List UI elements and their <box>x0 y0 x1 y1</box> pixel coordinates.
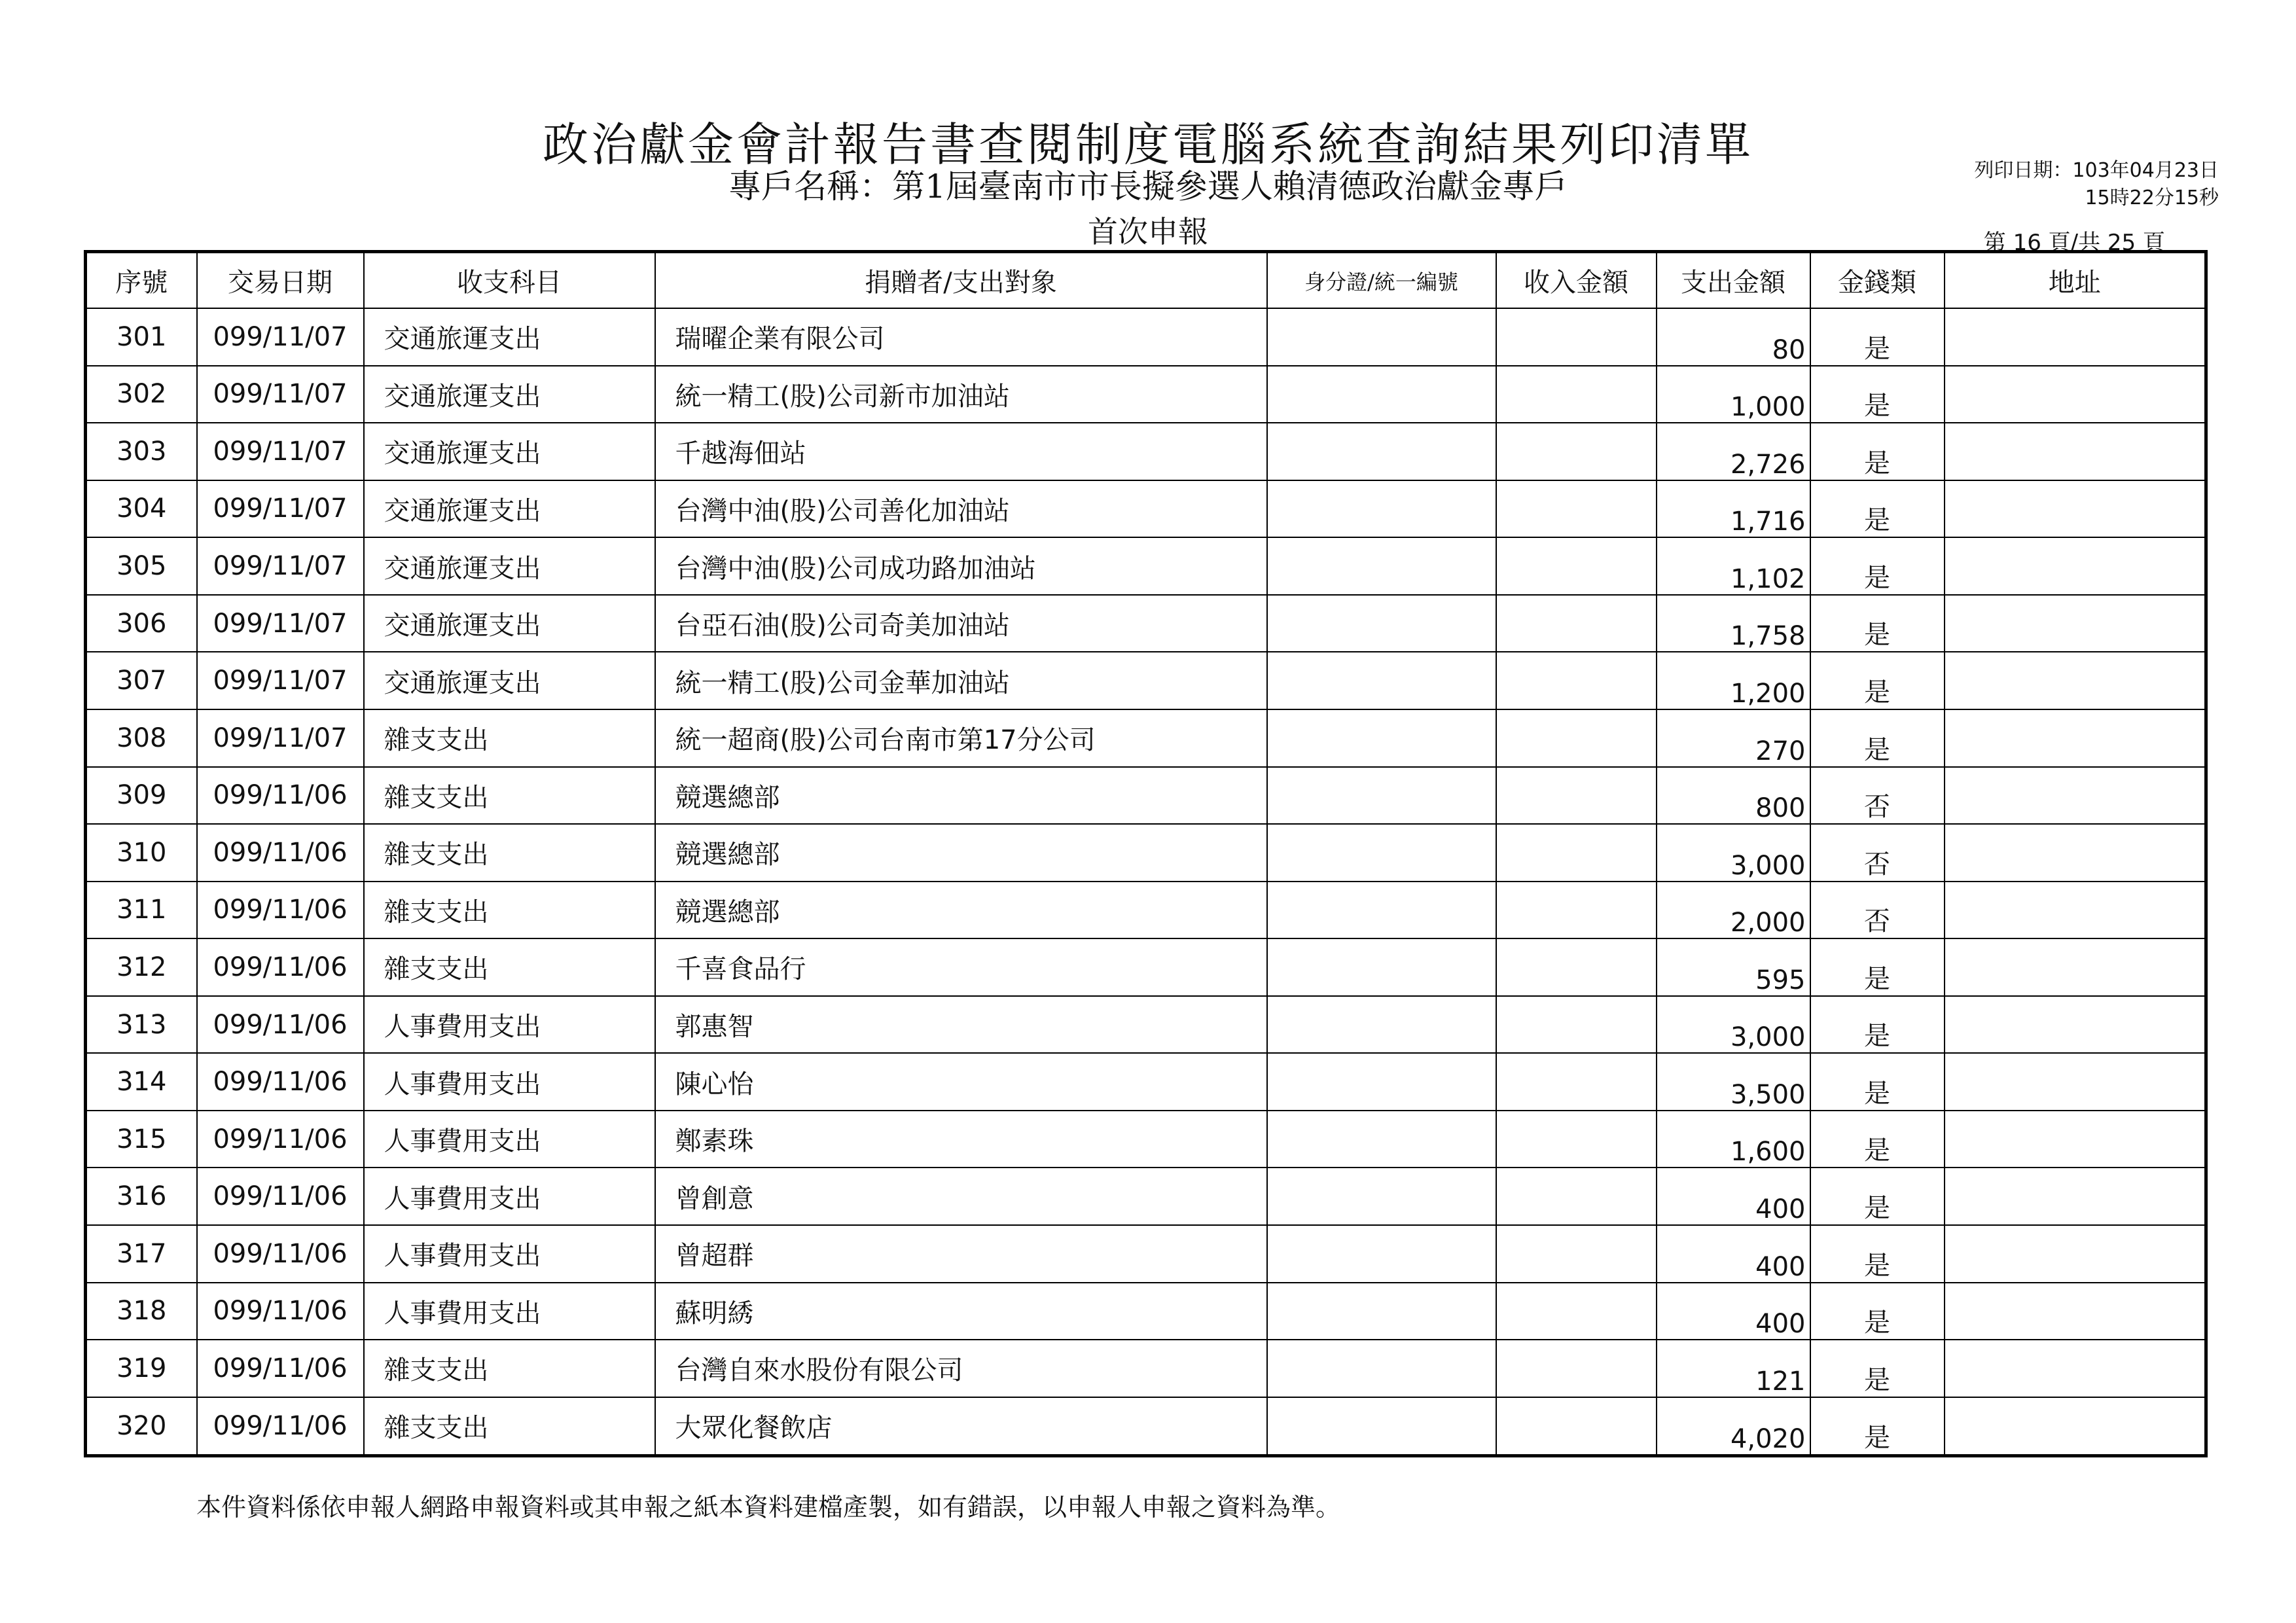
table-row <box>86 423 2206 480</box>
row-no: 304 <box>86 480 197 538</box>
row-money-type: 是 <box>1810 1168 1945 1225</box>
row-id <box>1267 1168 1496 1225</box>
row-date: 099/11/06 <box>197 1168 364 1225</box>
row-address <box>1945 1397 2206 1456</box>
page-info: 第 16 頁/共 25 頁 <box>1983 230 2165 256</box>
row-no: 309 <box>86 767 197 825</box>
row-expense: 1,200 <box>1657 652 1810 709</box>
row-income <box>1496 767 1657 825</box>
row-category: 雜支支出 <box>364 882 655 939</box>
row-category: 交通旅運支出 <box>364 308 655 366</box>
row-id <box>1267 1340 1496 1397</box>
row-date: 099/11/06 <box>197 1111 364 1168</box>
row-income <box>1496 824 1657 882</box>
table-row <box>86 537 2206 595</box>
row-money-type: 是 <box>1810 537 1945 595</box>
row-date: 099/11/07 <box>197 423 364 480</box>
row-expense: 121 <box>1657 1340 1810 1397</box>
row-income <box>1496 652 1657 709</box>
row-category: 人事費用支出 <box>364 1053 655 1111</box>
row-id <box>1267 1283 1496 1340</box>
row-money-type: 是 <box>1810 652 1945 709</box>
row-expense: 1,758 <box>1657 595 1810 652</box>
row-party: 統一超商(股)公司台南市第17分公司 <box>655 709 1267 767</box>
print-date: 列印日期：103年04月23日 <box>1974 159 2219 182</box>
row-date: 099/11/07 <box>197 595 364 652</box>
row-party: 曾創意 <box>655 1168 1267 1225</box>
row-expense: 400 <box>1657 1283 1810 1340</box>
row-money-type: 是 <box>1810 1225 1945 1283</box>
row-date: 099/11/06 <box>197 882 364 939</box>
header-address: 地址 <box>1945 252 2206 309</box>
row-expense: 2,000 <box>1657 882 1810 939</box>
row-income <box>1496 480 1657 538</box>
header-category: 收支科目 <box>364 252 655 309</box>
row-category: 人事費用支出 <box>364 996 655 1054</box>
row-no: 320 <box>86 1397 197 1456</box>
table-row <box>86 709 2206 767</box>
row-category: 雜支支出 <box>364 1397 655 1456</box>
row-party: 台灣中油(股)公司善化加油站 <box>655 480 1267 538</box>
row-address <box>1945 1053 2206 1111</box>
row-no: 319 <box>86 1340 197 1397</box>
row-id <box>1267 1111 1496 1168</box>
account-name: 專戶名稱：第1屆臺南市市長擬參選人賴清德政治獻金專戶 <box>728 168 1568 205</box>
row-address <box>1945 423 2206 480</box>
row-no: 315 <box>86 1111 197 1168</box>
row-date: 099/11/06 <box>197 1397 364 1456</box>
row-money-type: 是 <box>1810 423 1945 480</box>
row-party: 競選總部 <box>655 767 1267 825</box>
row-date: 099/11/07 <box>197 366 364 423</box>
row-id <box>1267 1225 1496 1283</box>
row-expense: 400 <box>1657 1225 1810 1283</box>
row-income <box>1496 595 1657 652</box>
row-party: 蘇明綉 <box>655 1283 1267 1340</box>
row-date: 099/11/06 <box>197 938 364 996</box>
row-income <box>1496 1283 1657 1340</box>
row-no: 314 <box>86 1053 197 1111</box>
row-address <box>1945 1168 2206 1225</box>
row-category: 雜支支出 <box>364 1340 655 1397</box>
row-date: 099/11/06 <box>197 1225 364 1283</box>
row-party: 陳心怡 <box>655 1053 1267 1111</box>
row-money-type: 否 <box>1810 882 1945 939</box>
table-row <box>86 652 2206 709</box>
row-expense: 3,000 <box>1657 996 1810 1054</box>
row-date: 099/11/06 <box>197 1283 364 1340</box>
header-money-type: 金錢類 <box>1810 252 1945 309</box>
table-row <box>86 938 2206 996</box>
row-income <box>1496 1340 1657 1397</box>
row-money-type: 是 <box>1810 480 1945 538</box>
table-row <box>86 308 2206 366</box>
row-party: 台亞石油(股)公司奇美加油站 <box>655 595 1267 652</box>
row-id <box>1267 308 1496 366</box>
row-category: 人事費用支出 <box>364 1225 655 1283</box>
row-expense: 2,726 <box>1657 423 1810 480</box>
table-row <box>86 1340 2206 1397</box>
row-no: 318 <box>86 1283 197 1340</box>
row-category: 人事費用支出 <box>364 1168 655 1225</box>
row-category: 人事費用支出 <box>364 1283 655 1340</box>
row-date: 099/11/07 <box>197 709 364 767</box>
row-date: 099/11/07 <box>197 537 364 595</box>
table-row <box>86 1283 2206 1340</box>
row-category: 雜支支出 <box>364 938 655 996</box>
row-category: 人事費用支出 <box>364 1111 655 1168</box>
row-address <box>1945 938 2206 996</box>
row-no: 317 <box>86 1225 197 1283</box>
header-id: 身分證/統一編號 <box>1267 252 1496 309</box>
row-category: 雜支支出 <box>364 709 655 767</box>
row-money-type: 是 <box>1810 1340 1945 1397</box>
row-expense: 800 <box>1657 767 1810 825</box>
row-money-type: 否 <box>1810 767 1945 825</box>
row-date: 099/11/06 <box>197 996 364 1054</box>
header-party: 捐贈者/支出對象 <box>655 252 1267 309</box>
row-category: 交通旅運支出 <box>364 423 655 480</box>
row-no: 305 <box>86 537 197 595</box>
row-date: 099/11/07 <box>197 652 364 709</box>
row-no: 312 <box>86 938 197 996</box>
row-party: 台灣中油(股)公司成功路加油站 <box>655 537 1267 595</box>
row-party: 郭惠智 <box>655 996 1267 1054</box>
header-no: 序號 <box>86 252 197 309</box>
row-address <box>1945 1340 2206 1397</box>
row-no: 308 <box>86 709 197 767</box>
row-money-type: 是 <box>1810 1283 1945 1340</box>
row-income <box>1496 423 1657 480</box>
row-party: 鄭素珠 <box>655 1111 1267 1168</box>
report-type: 首次申報 <box>1088 214 1208 249</box>
table-row <box>86 767 2206 825</box>
row-no: 306 <box>86 595 197 652</box>
row-money-type: 是 <box>1810 1111 1945 1168</box>
table-row <box>86 595 2206 652</box>
row-income <box>1496 1053 1657 1111</box>
row-income <box>1496 308 1657 366</box>
row-category: 交通旅運支出 <box>364 595 655 652</box>
header-date: 交易日期 <box>197 252 364 309</box>
row-address <box>1945 595 2206 652</box>
row-income <box>1496 1111 1657 1168</box>
row-id <box>1267 652 1496 709</box>
row-address <box>1945 709 2206 767</box>
row-category: 交通旅運支出 <box>364 480 655 538</box>
header-income: 收入金額 <box>1496 252 1657 309</box>
row-party: 競選總部 <box>655 882 1267 939</box>
footer-note: 本件資料係依申報人網路申報資料或其申報之紙本資料建檔產製，如有錯誤，以申報人申報之資料為準。 <box>196 1493 1341 1522</box>
row-expense: 400 <box>1657 1168 1810 1225</box>
row-income <box>1496 882 1657 939</box>
row-party: 競選總部 <box>655 824 1267 882</box>
row-expense: 1,600 <box>1657 1111 1810 1168</box>
table-row <box>86 824 2206 882</box>
document-title: 政治獻金會計報告書查閱制度電腦系統查詢結果列印清單 <box>543 118 1753 171</box>
row-id <box>1267 1397 1496 1456</box>
row-party: 曾超群 <box>655 1225 1267 1283</box>
row-no: 313 <box>86 996 197 1054</box>
row-party: 大眾化餐飲店 <box>655 1397 1267 1456</box>
row-date: 099/11/07 <box>197 308 364 366</box>
row-category: 雜支支出 <box>364 824 655 882</box>
row-party: 千喜食品行 <box>655 938 1267 996</box>
row-expense: 270 <box>1657 709 1810 767</box>
row-address <box>1945 996 2206 1054</box>
row-address <box>1945 767 2206 825</box>
transaction-table <box>84 250 2208 1457</box>
row-address <box>1945 1111 2206 1168</box>
row-expense: 595 <box>1657 938 1810 996</box>
row-money-type: 是 <box>1810 938 1945 996</box>
row-address <box>1945 366 2206 423</box>
row-expense: 1,716 <box>1657 480 1810 538</box>
row-no: 310 <box>86 824 197 882</box>
row-address <box>1945 882 2206 939</box>
table-row <box>86 1053 2206 1111</box>
table-header-row <box>86 252 2206 309</box>
row-income <box>1496 709 1657 767</box>
row-party: 千越海佃站 <box>655 423 1267 480</box>
print-time: 15時22分15秒 <box>2085 187 2219 209</box>
row-income <box>1496 1168 1657 1225</box>
row-no: 301 <box>86 308 197 366</box>
row-income <box>1496 996 1657 1054</box>
row-money-type: 是 <box>1810 996 1945 1054</box>
row-expense: 3,500 <box>1657 1053 1810 1111</box>
row-date: 099/11/06 <box>197 1053 364 1111</box>
row-address <box>1945 1225 2206 1283</box>
row-money-type: 是 <box>1810 1397 1945 1456</box>
row-party: 台灣自來水股份有限公司 <box>655 1340 1267 1397</box>
row-address <box>1945 537 2206 595</box>
table-row <box>86 1225 2206 1283</box>
row-id <box>1267 595 1496 652</box>
row-date: 099/11/06 <box>197 767 364 825</box>
row-money-type: 是 <box>1810 1053 1945 1111</box>
row-party: 瑞曜企業有限公司 <box>655 308 1267 366</box>
row-income <box>1496 366 1657 423</box>
row-id <box>1267 423 1496 480</box>
row-income <box>1496 1397 1657 1456</box>
row-money-type: 是 <box>1810 308 1945 366</box>
row-no: 303 <box>86 423 197 480</box>
row-id <box>1267 1053 1496 1111</box>
row-no: 307 <box>86 652 197 709</box>
table-row <box>86 882 2206 939</box>
row-money-type: 否 <box>1810 824 1945 882</box>
table-row <box>86 996 2206 1054</box>
row-category: 交通旅運支出 <box>364 652 655 709</box>
row-category: 交通旅運支出 <box>364 537 655 595</box>
row-address <box>1945 652 2206 709</box>
row-id <box>1267 537 1496 595</box>
row-money-type: 是 <box>1810 595 1945 652</box>
row-no: 311 <box>86 882 197 939</box>
table-row <box>86 1111 2206 1168</box>
print-info <box>1974 157 2219 212</box>
table-row <box>86 366 2206 423</box>
row-date: 099/11/06 <box>197 824 364 882</box>
row-expense: 1,000 <box>1657 366 1810 423</box>
row-expense: 1,102 <box>1657 537 1810 595</box>
table-row <box>86 1397 2206 1456</box>
row-expense: 4,020 <box>1657 1397 1810 1456</box>
row-money-type: 是 <box>1810 366 1945 423</box>
header-expense: 支出金額 <box>1657 252 1810 309</box>
row-id <box>1267 366 1496 423</box>
row-category: 交通旅運支出 <box>364 366 655 423</box>
row-income <box>1496 537 1657 595</box>
row-date: 099/11/06 <box>197 1340 364 1397</box>
row-income <box>1496 938 1657 996</box>
row-date: 099/11/07 <box>197 480 364 538</box>
row-id <box>1267 767 1496 825</box>
row-id <box>1267 480 1496 538</box>
table-row <box>86 480 2206 538</box>
row-id <box>1267 824 1496 882</box>
row-id <box>1267 938 1496 996</box>
row-party: 統一精工(股)公司新市加油站 <box>655 366 1267 423</box>
row-address <box>1945 824 2206 882</box>
row-expense: 80 <box>1657 308 1810 366</box>
row-no: 302 <box>86 366 197 423</box>
row-category: 雜支支出 <box>364 767 655 825</box>
row-id <box>1267 709 1496 767</box>
row-no: 316 <box>86 1168 197 1225</box>
row-address <box>1945 480 2206 538</box>
row-id <box>1267 882 1496 939</box>
row-income <box>1496 1225 1657 1283</box>
row-money-type: 是 <box>1810 709 1945 767</box>
table-row <box>86 1168 2206 1225</box>
row-address <box>1945 308 2206 366</box>
row-id <box>1267 996 1496 1054</box>
row-party: 統一精工(股)公司金華加油站 <box>655 652 1267 709</box>
row-expense: 3,000 <box>1657 824 1810 882</box>
row-address <box>1945 1283 2206 1340</box>
